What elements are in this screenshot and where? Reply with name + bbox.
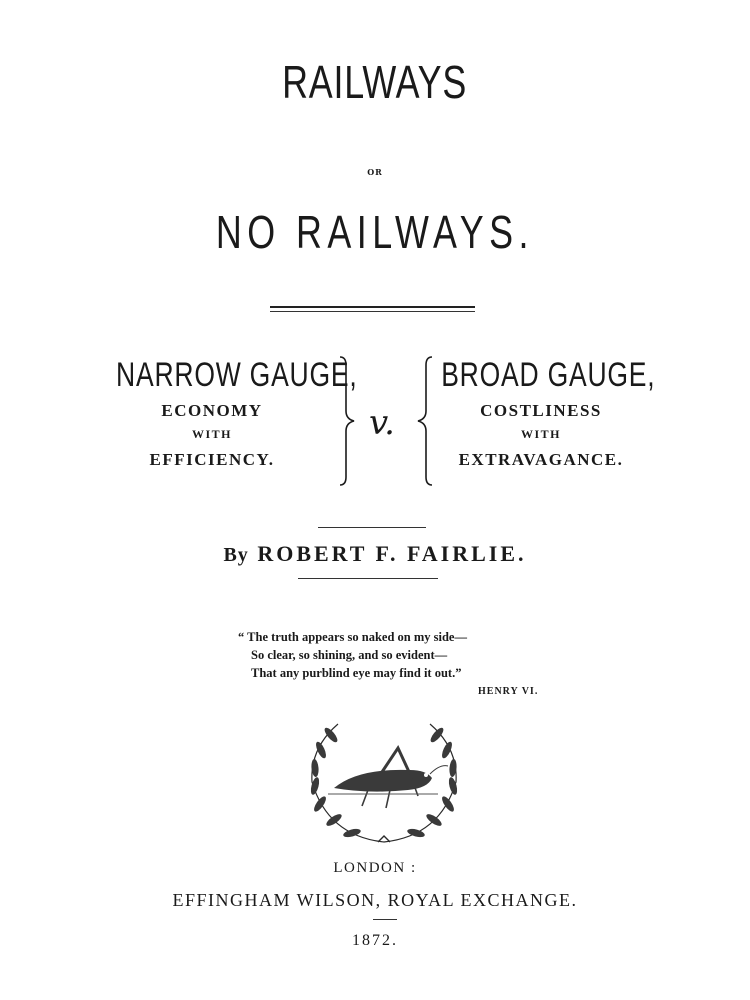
- narrow-gauge-line1: ECONOMY: [161, 401, 263, 420]
- title-rule-bottom: [270, 311, 475, 312]
- subtitle: NO RAILWAYS.: [215, 206, 535, 258]
- imprint-year: 1872.: [352, 932, 398, 949]
- narrow-gauge-heading: NARROW GAUGE,: [116, 356, 358, 394]
- broad-gauge-column: [411, 355, 671, 470]
- epigraph-attribution: HENRY VI.: [478, 686, 539, 697]
- versus-label: v.: [369, 403, 395, 443]
- grasshopper-wreath-emblem-icon: [298, 708, 470, 850]
- epigraph-line-2: So clear, so shining, and so evident—: [251, 648, 448, 662]
- narrow-gauge-line3: EFFICIENCY.: [149, 450, 275, 469]
- author-by: By: [223, 544, 249, 566]
- imprint-publisher: EFFINGHAM WILSON, ROYAL EXCHANGE.: [172, 890, 578, 910]
- main-title: RAILWAYS: [282, 56, 468, 108]
- title-connector: OR: [367, 167, 383, 177]
- broad-gauge-line2: WITH: [520, 427, 561, 441]
- imprint-city: LONDON :: [333, 860, 417, 876]
- title-rule-top: [270, 306, 475, 308]
- author-rule-top: [318, 527, 426, 528]
- epigraph-line-3: That any purblind eye may find it out.”: [251, 666, 462, 680]
- broad-gauge-heading: BROAD GAUGE,: [441, 356, 656, 394]
- left-brace-icon: [336, 355, 360, 487]
- narrow-gauge-line2: WITH: [191, 427, 232, 441]
- author-line: [0, 541, 750, 567]
- imprint-rule: [373, 919, 397, 920]
- author-rule-bottom: [298, 578, 438, 579]
- broad-gauge-line3: EXTRAVAGANCE.: [458, 450, 624, 469]
- narrow-gauge-column: [82, 355, 358, 470]
- author-name: ROBERT F. FAIRLIE.: [257, 541, 527, 566]
- epigraph-line-1: “ The truth appears so naked on my side—: [238, 630, 467, 644]
- broad-gauge-line1: COSTLINESS: [480, 401, 602, 420]
